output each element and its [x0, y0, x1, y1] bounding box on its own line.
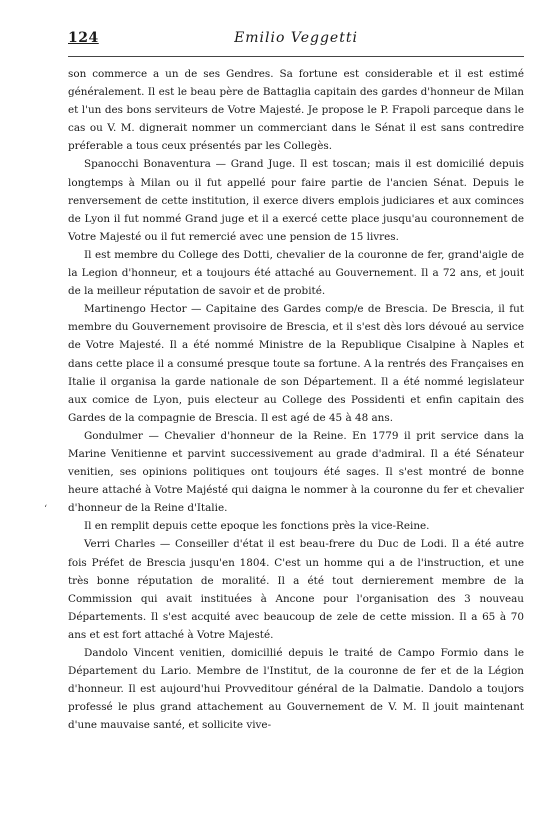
running-title: Emilio Veggetti: [234, 30, 358, 46]
running-head: [68, 30, 524, 56]
paragraph-verri: Verri Charles — Conseiller d'état il est beau-frere du Duc de Lodi. Il a été autre fois Préfet de Brescia jusqu'en 1804. C'est un homme qui a de l'instruction, et une très bonne réputation de moralité. Il a été tout dernierement membre de la Commission qui avait instituées à Ancone pour l'organisation des 3 nouveau Départements. Il s'est acquité avec beaucoup de zele de cette mission. Il a 65 à 70 ans et est fort attaché à Votre Majesté.: [68, 538, 524, 641]
page-number: 124: [68, 30, 99, 46]
paragraph-dandolo: Dandolo Vincent venitien, domicillié depuis le traité de Campo Formio dans le Département du Lario. Membre de l'Institut, de la couronne de fer et de la Légion d'honneur. Il est aujourd'hui Provveditour général de la Dalmatie. Dandolo a toujors professé le plus grand attachement au Gouvernement de V. M. Il jouit maintenant d'une mauvaise santé, et sollicite vive-: [68, 647, 524, 732]
header-rule: [68, 56, 524, 57]
paragraph-commerce: son commerce a un de ses Gendres. Sa fortune est considerable et il est estimé généralement. Il est le beau père de Battaglia capitain des gardes d'honneur de Milan et l'un des bons serviteurs de Votre Majesté. Je propose le P. Frapoli parceque dans le cas ou V. M. dignerait nommer un commerciant dans le Sénat il est sans contredire préferable a tous ceux présentés par les Collegès.: [68, 68, 524, 153]
paragraph-martinengo: Martinengo Hector — Capitaine des Gardes comp/e de Brescia. De Brescia, il fut membre du Gouvernement provisoire de Brescia, et il s'est dès lors dévoué au service de Votre Majesté. Il a été nommé Ministre de la Republique Cisalpine à Naples et dans cette place il a consumé presque toute sa fortune. A la rentrés des Françaises en Italie il organisa la garde nationale de son Département. Il a été nommé legislateur aux comice de Lyon, puis electeur au College des Possidenti et enfin capitain des Gardes de la compagnie de Brescia. Il est agé de 45 à 48 ans.: [68, 303, 524, 424]
paragraph-spanocchi: Spanocchi Bonaventura — Grand Juge. Il est toscan; mais il est domicilié depuis longtemps à Milan ou il fut appellé pour faire partie de l'ancien Sénat. Depuis le renversement de cette institution, il exerce divers emplois judiciares et aux cominces de Lyon il fut nommé Grand juge et il a exercé cette place jusqu'au couronnement de Votre Majesté ou il fut remercié avec une pension de 15 livres.: [68, 158, 524, 243]
paragraph-gondulmer: Gondulmer — Chevalier d'honneur de la Reine. En 1779 il prit service dans la Marine Venitienne et parvint successivement au grade d'admiral. Il a été Sénateur venitien, ses opinions politiques ont toujours été sages. Il s'est montré de bonne heure attaché à Votre Majésté qui daigna le nommer à la couronne du fer et chevalier d'honneur de la Reine d'Italie.: [68, 429, 524, 515]
margin-mark: ‘: [44, 504, 48, 515]
paragraph-vice-reine: Il en remplit depuis cette epoque les fonctions près la vice-Reine.: [84, 520, 430, 533]
paragraph-college-dotti: Il est membre du College des Dotti, chevalier de la couronne de fer, grand'aigle de la Legion d'honneur, et a toujours été attaché au Gouvernement. Il a 72 ans, et jouit de la meilleur réputation de savoir et de probité.: [68, 248, 524, 298]
body-text: [68, 65, 524, 734]
